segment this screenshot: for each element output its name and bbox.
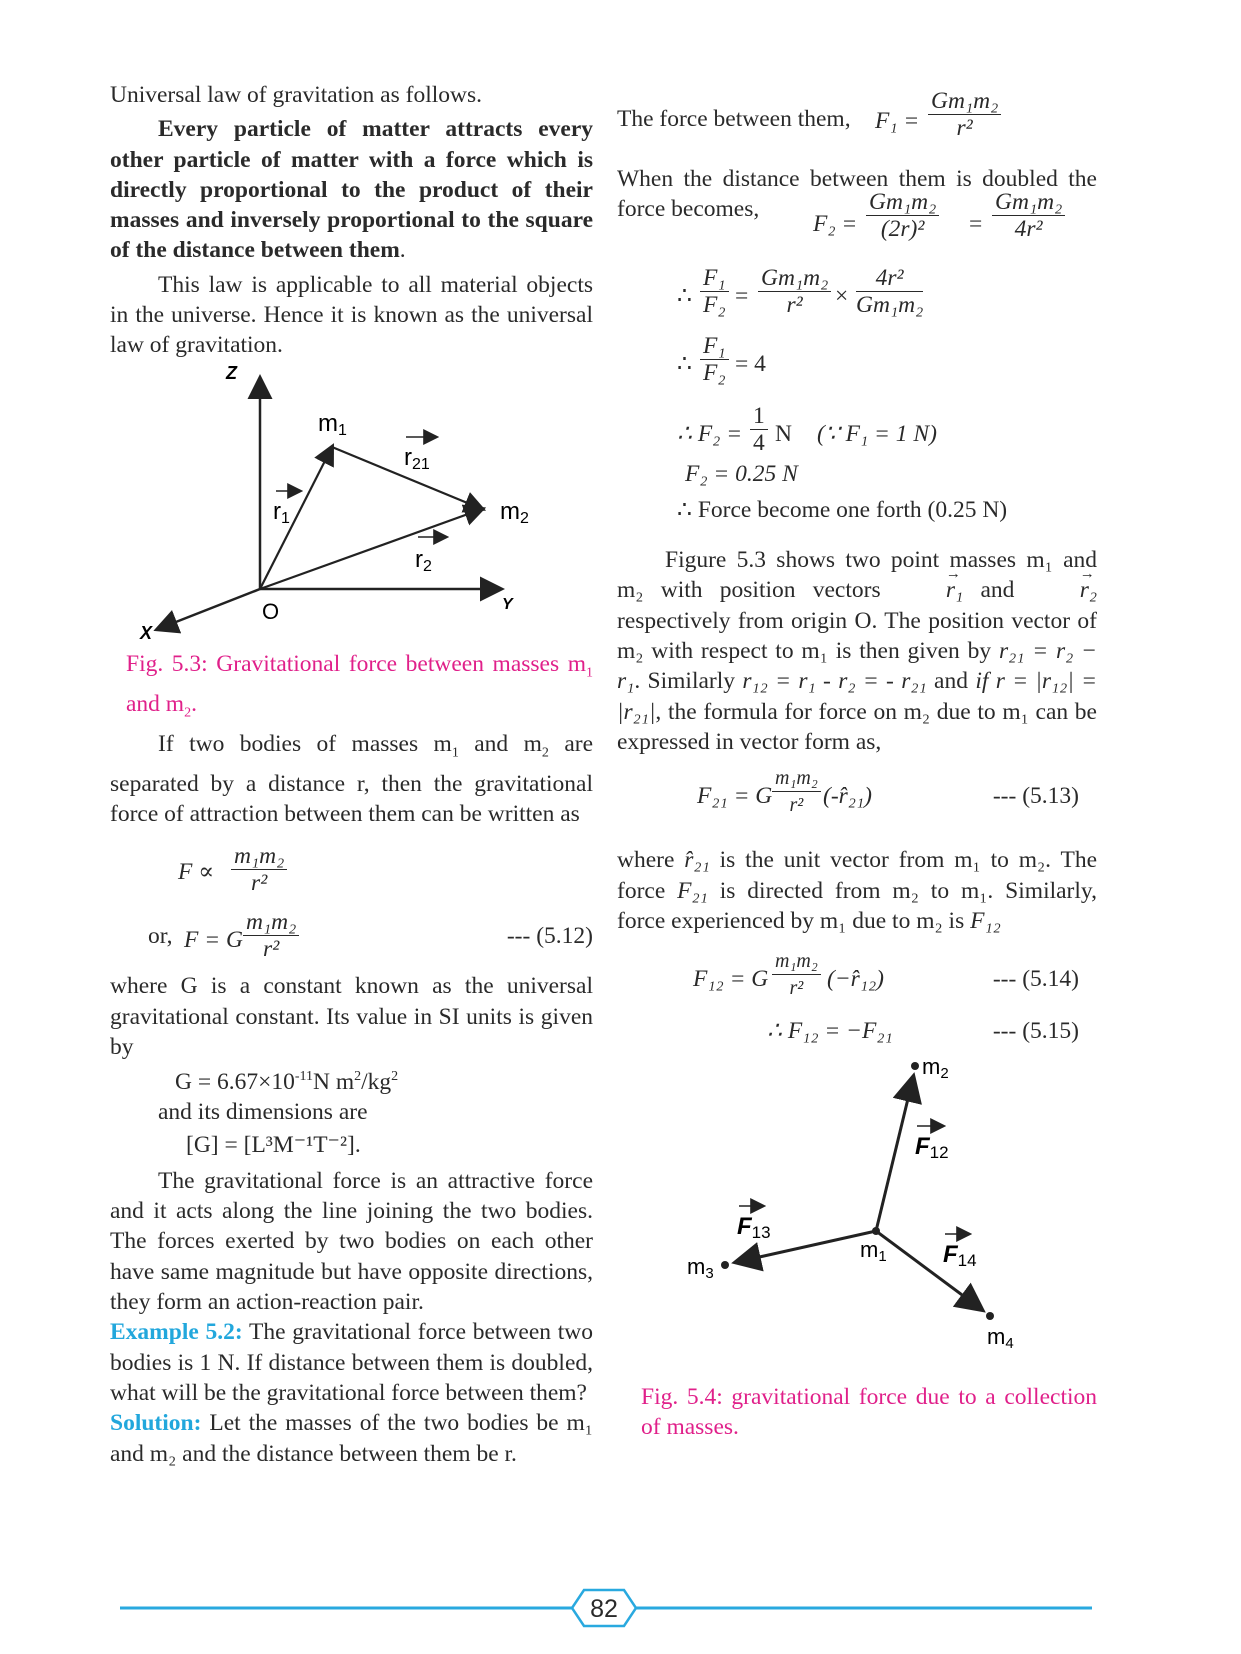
eq-5-13: F₂₁ = G $\frac{\text{m₁m₂}}{\text{r²}}$ (-r̂₂₁) --- (5.13) [697, 767, 1079, 817]
f14-arrow [876, 1231, 981, 1309]
where-g-paragraph: where G is a constant known as the universal gravitational constant. Its value in SI units is given by [110, 973, 593, 1060]
law-statement [110, 114, 593, 265]
x-axis [158, 589, 260, 629]
eq-f2: F₂ = $\frac{\text{Gm₁m₂}}{\text{(2r)²}}$ = $\frac{\text{Gm₁m₂}}{\text{4r²}}$ [617, 195, 1097, 249]
fig-5-4-caption: Fig. 5.4: gravitational force due to a collection of masses. [641, 1384, 1097, 1441]
unit-vector-paragraph: where r̂₂₁ is the unit vector from m₁ to m₂. The force F₂₁ is directed from m₂ to m₁. Similarly, force experienced by m₁ due to m₂ is F₁₂ [617, 847, 1098, 934]
r21-label: r21 [404, 443, 430, 473]
x-axis-label: X [140, 622, 153, 643]
attractive-paragraph: The gravitational force is an attractive force and it acts along the line joining the two bodies. The forces exerted by two bodies on each other have same magnitude but have opposite directions, they form an action-reaction pair. [110, 1167, 593, 1316]
intro-text: Universal law of gravitation as follows. [110, 82, 482, 108]
figure-5-4 [617, 1054, 1097, 1364]
eq-f2-quarter: ∴ F₂ = $\frac{1}{4}$ N (∵ F₁ = 1 N) [677, 402, 937, 456]
m1-label: m1 [860, 1237, 887, 1266]
eq-5-15: ∴ F₁₂ = −F₂₁ --- (5.15) [767, 1018, 1079, 1045]
r2-label: r2 [415, 545, 432, 575]
fig-5-3-caption: Fig. 5.3: Gravitational force between masses $m_1$ and $m_2$. [126, 650, 593, 721]
doubled-paragraph: When the distance between them is doubled the force becomes, [617, 166, 1097, 223]
eq-f1: The force between them, F₁ = $\frac{\text{Gm₁m₂}}{\text{r²}}$ [617, 88, 1097, 148]
f14-label: F14 [943, 1241, 977, 1271]
left-column [110, 80, 593, 1469]
origin-label: O [262, 598, 280, 624]
m3-point [721, 1261, 729, 1269]
m1-label: m1 [318, 409, 347, 439]
m2-label: m2 [922, 1054, 949, 1083]
m2-point [911, 1062, 919, 1070]
example-5-2: Example 5.2: The gravitational force between two bodies is 1 N. If distance between them is doubled, what will be the gravitational force between them? [110, 1319, 593, 1406]
m3-label: m3 [687, 1254, 714, 1283]
dimensions-intro: and its dimensions are [158, 1099, 368, 1126]
r1-label: r1 [273, 497, 290, 527]
z-axis-label: Z [226, 362, 237, 383]
page-footer [0, 1580, 1241, 1640]
figure-5-3-description: Figure 5.3 shows two point masses m₁ and m₂ with position vectors → r₁ and → r₂ respectively from origin O. The position vector of m₂ with respect to m₁ is then given by r₂₁ = r₂ − r₁. Similarly r₁₂ = r₁ - r₂ = - r₂₁ and if r = |r₁₂| = |r₂₁|, the formula for force on m₂ due to m₁ can be expressed in vector form as, [617, 545, 1097, 757]
m4-label: m4 [987, 1324, 1014, 1353]
right-column [617, 88, 1097, 1443]
m4-point [986, 1312, 994, 1320]
law-end: . [399, 237, 406, 264]
m2-label: m2 [500, 497, 529, 527]
f12-label: F12 [915, 1133, 949, 1163]
applicable-paragraph: This law is applicable to all material objects in the universe. Hence it is known as the universal law of gravitation. [110, 271, 593, 359]
eq-ratio-4: ∴ $\frac{\text{F₁}}{\text{F₂}}$ = 4 [677, 332, 766, 386]
force-become: ∴ Force become one forth (0.25 N) [677, 496, 1008, 523]
page-number: 82 [590, 1595, 618, 1623]
g-value: $G = 6.67\times 10^{-11}N$ $m^2/kg^2$ [175, 1068, 399, 1095]
eq-f2-value: F₂ = 0.25 N [685, 460, 798, 487]
y-axis-label: Y [502, 595, 513, 613]
f13-label: F13 [737, 1213, 771, 1243]
figure-5-3 [110, 359, 593, 649]
eq-proportional: F ∝ $\frac{\text{m₁m₂}}{\text{r²}}$ [110, 843, 593, 899]
separation-paragraph: If two bodies of masses $m_1$ and $m_2$ are separated by a distance r, then the gravitational force of attraction between them can be written as [110, 730, 594, 827]
eq-5-12: or, F = G $\frac{\text{m₁m₂}}{\text{r²}}$ --- (5.12) [148, 909, 593, 963]
dimensions-value: [G] = [L³M⁻¹T⁻²]. [186, 1131, 361, 1158]
solution: Solution: Let the masses of the two bodies be m₁ and m₂ and the distance between them be r. [110, 1410, 593, 1467]
eq-5-14: F₁₂ = G $\frac{\text{m₁m₂}}{\text{r²}}$ (−r̂₁₂) --- (5.14) [693, 950, 1079, 1000]
law-text: Every particle of matter attracts every other particle of matter with a force which is directly proportional to the product of their masses and inversely proportional to the square of the distance between them [110, 116, 593, 264]
f12-arrow [876, 1078, 913, 1231]
eq-ratio: ∴ $\frac{\text{F₁}}{\text{F₂}}$ = $\frac{\text{Gm₁m₂}}{\text{r²}}$ × $\frac{\text{4r²}}{\text{Gm₁m₂}}$ [677, 264, 924, 318]
